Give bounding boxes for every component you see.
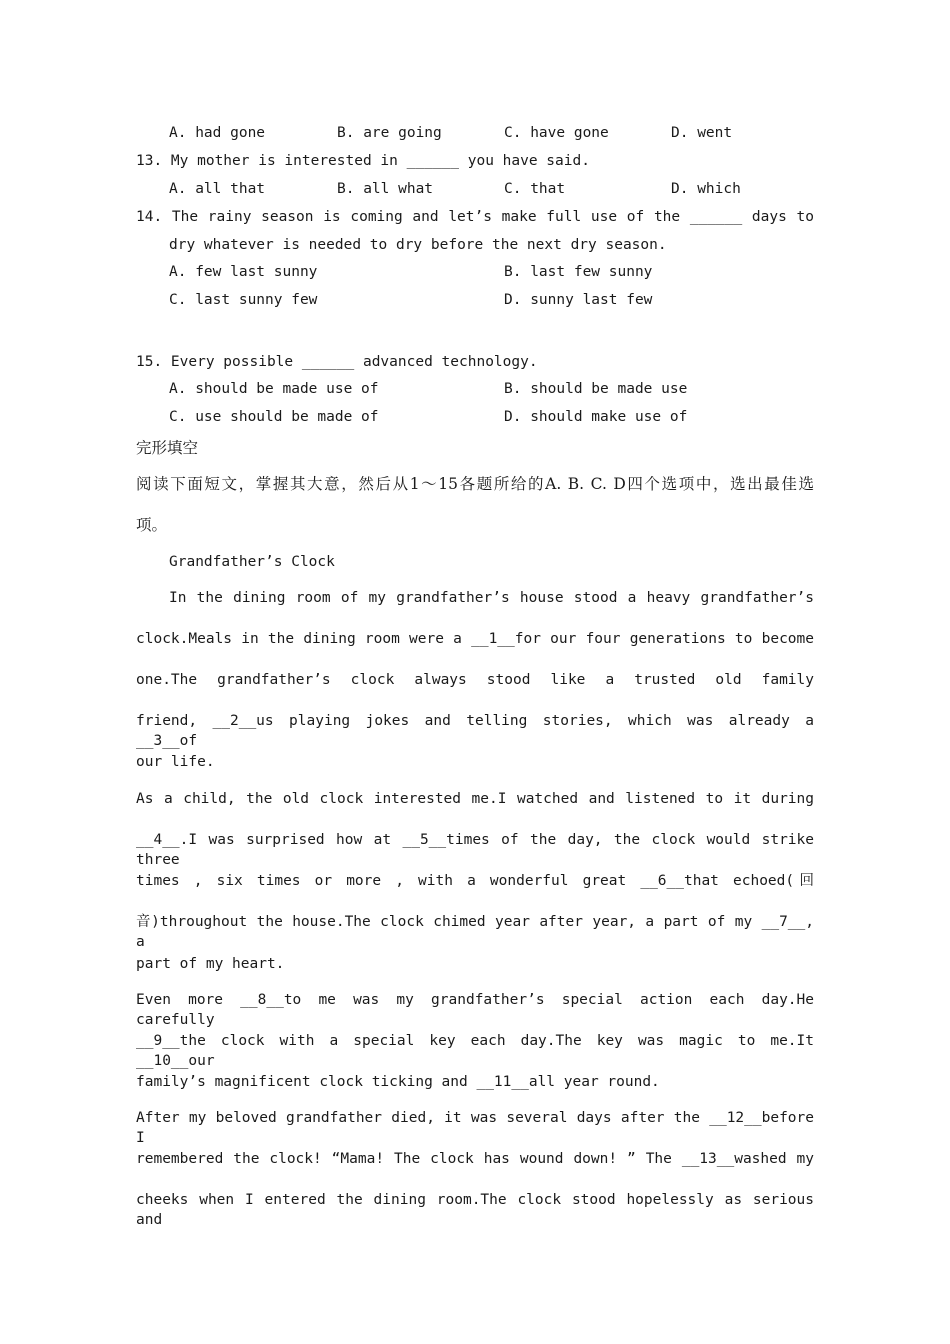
q13-option-a: A. all that — [169, 181, 266, 197]
q12-option-d: D. went — [671, 125, 733, 141]
q12-option-c: C. have gone — [504, 125, 609, 141]
passage-line: In the dining room of my grandfather’s house stood a heavy grandfather’s — [169, 590, 814, 606]
passage-line: cheeks when I entered the dining room.The clock stood hopelessly as serious and — [136, 1192, 814, 1228]
q12-option-a: A. had gone — [169, 125, 266, 141]
instruction-line1: 阅读下面短文，掌握其大意，然后从1～15各题所给的A. B. C. D四个选项中，选出最佳选 — [136, 475, 814, 493]
passage-line: part of my heart. — [136, 956, 285, 972]
passage-line: 音)throughout the house.The clock chimed year after year, a part of my __7__, a — [136, 914, 814, 950]
passage-line: Even more __8__to me was my grandfather’s special action each day.He carefully — [136, 992, 814, 1028]
q12-option-b: B. are going — [337, 125, 442, 141]
passage-line: __9__the clock with a special key each day.The key was magic to me.It __10__our — [136, 1033, 814, 1069]
q14-option-d: D. sunny last few — [504, 292, 653, 308]
q13-stem: 13. My mother is interested in ______ you have said. — [136, 153, 590, 169]
q15-option-d: D. should make use of — [504, 409, 688, 425]
document-page — [136, 0, 814, 1344]
passage-line: As a child, the old clock interested me.I watched and listened to it during — [136, 791, 814, 807]
q14-stem-line1: 14. The rainy season is coming and let’s make full use of the ______ days to — [136, 209, 814, 225]
section-title: 完形填空 — [136, 439, 199, 457]
passage-line: times , six times or more , with a wonderful great __6__that echoed(回 — [136, 873, 814, 889]
q15-option-c: C. use should be made of — [169, 409, 379, 425]
q14-option-c: C. last sunny few — [169, 292, 318, 308]
q15-stem: 15. Every possible ______ advanced technology. — [136, 354, 538, 370]
q15-option-a: A. should be made use of — [169, 381, 379, 397]
q14-stem-line2: dry whatever is needed to dry before the next dry season. — [169, 237, 667, 253]
q13-option-b: B. all what — [337, 181, 434, 197]
passage-line: friend, __2__us playing jokes and telling stories, which was already a __3__of — [136, 713, 814, 749]
passage-line: family’s magnificent clock ticking and __11__all year round. — [136, 1074, 660, 1090]
passage-line: After my beloved grandfather died, it was several days after the __12__before I — [136, 1110, 814, 1146]
q14-option-a: A. few last sunny — [169, 264, 318, 280]
passage-line: remembered the clock! “Mama! The clock has wound down! ” The __13__washed my — [136, 1151, 814, 1167]
q14-option-b: B. last few sunny — [504, 264, 653, 280]
passage-line: our life. — [136, 754, 215, 770]
passage-title: Grandfather’s Clock — [169, 554, 335, 570]
passage-line: __4__.I was surprised how at __5__times of the day, the clock would strike three — [136, 832, 814, 868]
q13-option-d: D. which — [671, 181, 741, 197]
passage-line: one.The grandfather’s clock always stood like a trusted old family — [136, 672, 814, 688]
passage-line: clock.Meals in the dining room were a __1__for our four generations to become — [136, 631, 814, 647]
instruction-line2: 项。 — [136, 516, 168, 534]
q15-option-b: B. should be made use — [504, 381, 688, 397]
q13-option-c: C. that — [504, 181, 566, 197]
